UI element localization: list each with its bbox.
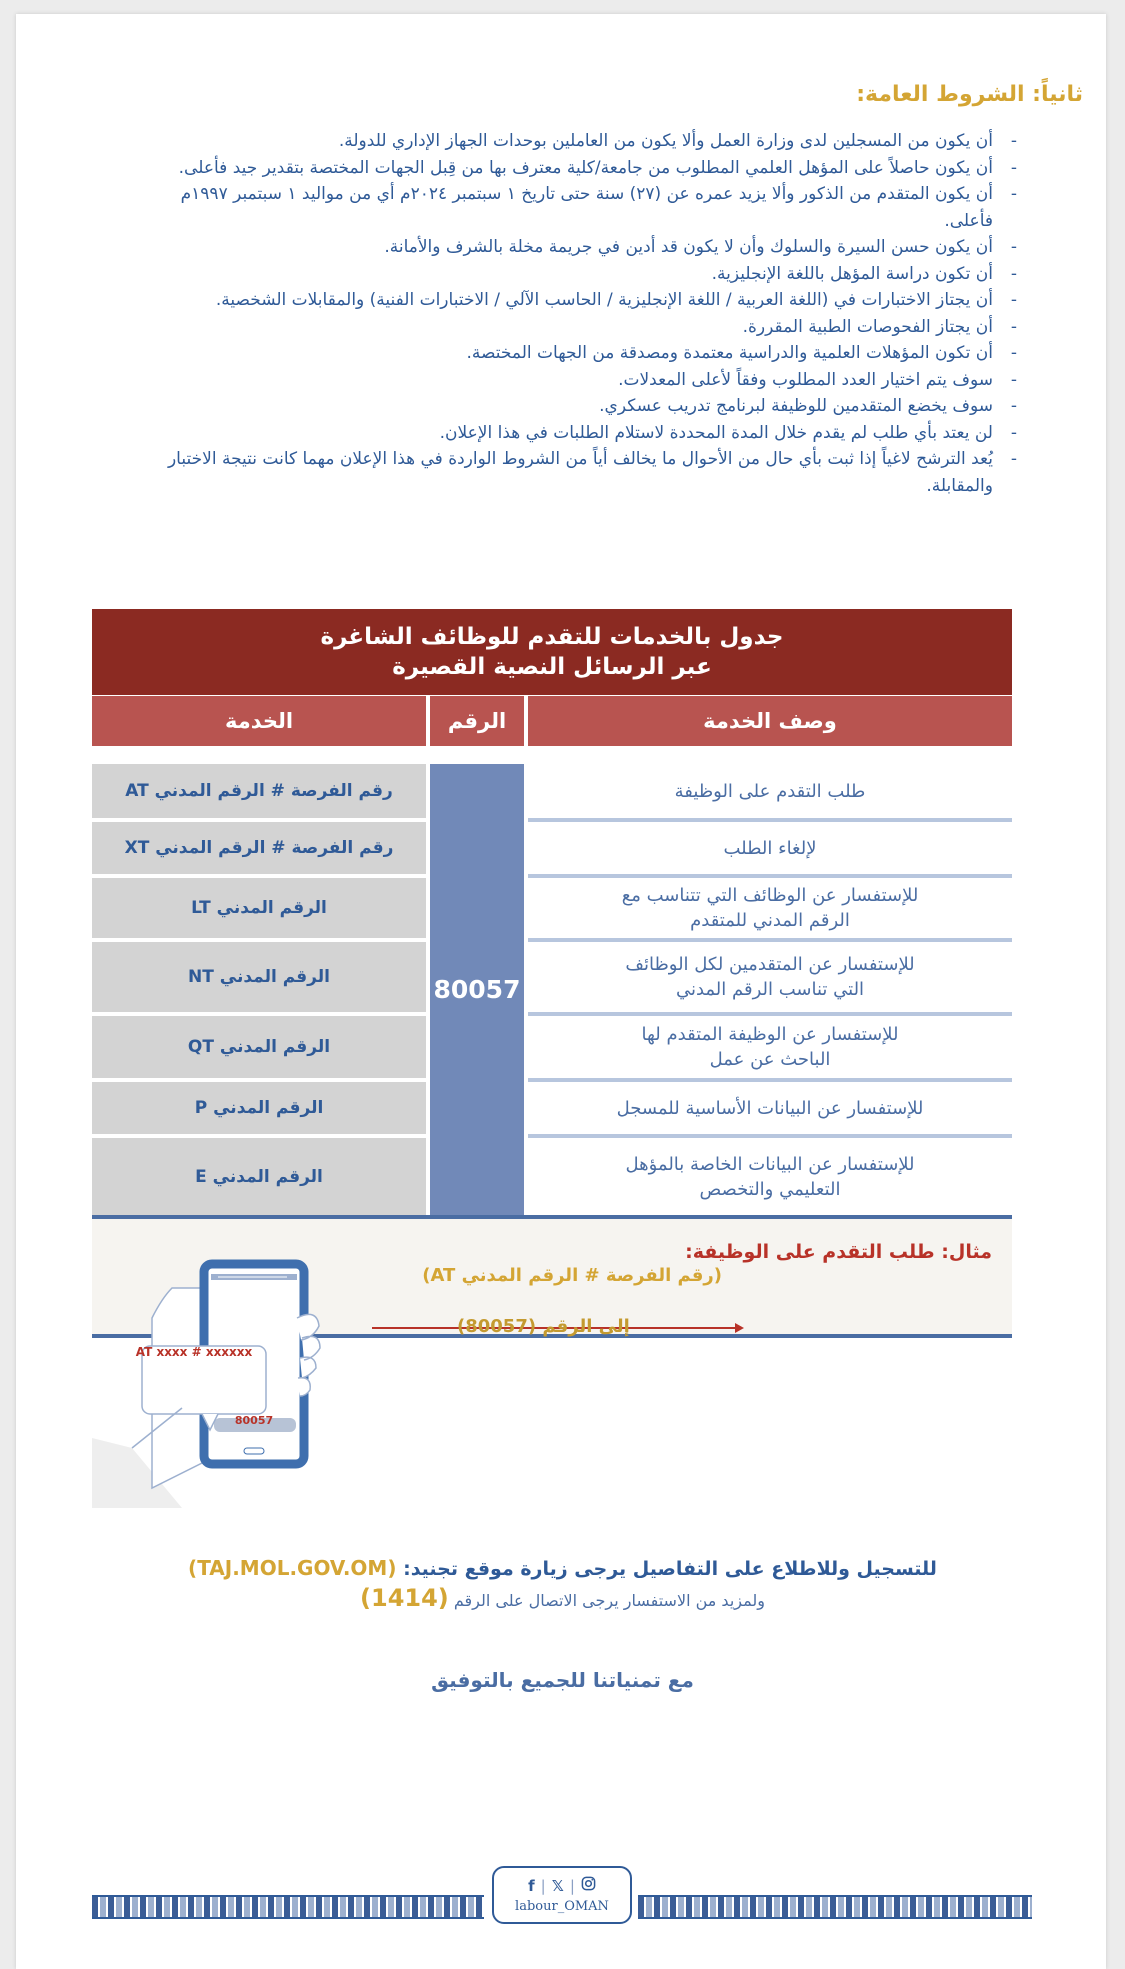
footer-ornament-right — [638, 1895, 1032, 1919]
general-conditions-list — [157, 128, 1017, 499]
service-description-cell: للإستفسار عن البيانات الأساسية للمسجل — [528, 1082, 1012, 1138]
service-description-cell: للإستفسار عن المتقدمين لكل الوظائف التي تناسب الرقم المدني — [528, 942, 1012, 1016]
inquiry-phone[interactable]: (1414) — [360, 1584, 449, 1612]
condition-item: - أن تكون المؤهلات العلمية والدراسية معتمدة ومصدقة من الجهات المختصة. — [157, 340, 1017, 367]
general-conditions-title: ثانياً: الشروط العامة: — [856, 82, 1083, 107]
instagram-icon[interactable] — [581, 1876, 596, 1895]
registration-text: للتسجيل وللاطلاع على التفاصيل يرجى زيارة موقع تجنيد: — [403, 1558, 937, 1580]
condition-item: - لن يعتد بأي طلب لم يقدم خلال المدة المحددة لاستلام الطلبات في هذا الإعلان. — [157, 420, 1017, 447]
example-destination: إلى الرقم (80057) — [457, 1316, 630, 1337]
condition-item: - أن تكون دراسة المؤهل باللغة الإنجليزية. — [157, 261, 1017, 288]
footer-ornament-left — [92, 1895, 484, 1919]
sms-table-title-line2: عبر الرسائل النصية القصيرة — [392, 654, 712, 680]
service-description-cell: للإستفسار عن البيانات الخاصة بالمؤهل التعليمي والتخصص — [625, 1153, 915, 1200]
phone-illustration — [92, 1258, 342, 1508]
service-description-cell: طلب التقدم على الوظيفة — [528, 764, 1012, 822]
condition-item: - سوف يخضع المتقدمين للوظيفة لبرنامج تدريب عسكري. — [157, 393, 1017, 420]
service-code-cell: رقم الفرصة # الرقم المدني XT — [92, 822, 426, 874]
inquiry-text: ولمزيد من الاستفسار يرجى الاتصال على الرقم — [453, 1591, 765, 1610]
service-code-cell: الرقم المدني LT — [92, 878, 426, 938]
header-service: الخدمة — [92, 696, 426, 746]
social-badge: f | 𝕏 | labour_OMAN — [492, 1866, 632, 1924]
condition-item: - أن يكون حسن السيرة والسلوك وأن لا يكون قد أدين في جريمة مخلة بالشرف والأمانة. — [157, 234, 1017, 261]
service-code-cell: رقم الفرصة # الرقم المدني AT — [92, 764, 426, 818]
sms-table-title — [92, 609, 1012, 695]
service-code-cell: الرقم المدني E — [92, 1138, 426, 1215]
service-description-cell: للإستفسار عن الوظيفة المتقدم لها الباحث عن عمل — [528, 1016, 1012, 1082]
closing-wishes: مع تمنياتنا للجميع بالتوفيق — [431, 1668, 694, 1692]
condition-item: - أن يجتاز الفحوصات الطبية المقررة. — [157, 314, 1017, 341]
condition-item: - أن يكون المتقدم من الذكور وألا يزيد عمره عن (٢٧) سنة حتى تاريخ ١ سبتمبر ٢٠٢٤م أي من مواليد ١ سبتمبر ١٩٩٧م فأعلى. — [157, 181, 1017, 234]
registration-note — [0, 1556, 1125, 1580]
header-number: الرقم — [430, 696, 524, 746]
website-link[interactable]: (TAJ.MOL.GOV.OM) — [188, 1556, 397, 1580]
example-format: (رقم الفرصة # الرقم المدني AT) — [422, 1265, 722, 1286]
service-code-cell: الرقم المدني QT — [92, 1016, 426, 1078]
condition-item: - أن يجتاز الاختبارات في (اللغة العربية / اللغة الإنجليزية / الحاسب الآلي / الاختبارات الفنية) والمقابلات الشخصية. — [157, 287, 1017, 314]
inquiry-note — [0, 1584, 1125, 1612]
service-code-cell: الرقم المدني P — [92, 1082, 426, 1134]
facebook-icon[interactable]: f — [528, 1876, 535, 1895]
header-description: وصف الخدمة — [528, 696, 1012, 746]
example-title: مثال: طلب التقدم على الوظيفة: — [685, 1241, 992, 1263]
social-handle[interactable]: labour_OMAN — [515, 1899, 609, 1914]
x-icon[interactable]: 𝕏 — [551, 1876, 564, 1895]
condition-item: - أن يكون من المسجلين لدى وزارة العمل وألا يكون من العاملين بوحدات الجهاز الإداري للدولة. — [157, 128, 1017, 155]
phone-screen-number: 80057 — [234, 1414, 274, 1427]
service-description-cell: لإلغاء الطلب — [528, 822, 1012, 878]
service-description-cell: للإستفسار عن الوظائف التي تتناسب مع الرقم المدني للمتقدم — [528, 878, 1012, 942]
sms-number-cell: 80057 — [430, 764, 524, 1215]
sms-table-title-line1: جدول بالخدمات للتقدم للوظائف الشاغرة — [320, 624, 784, 650]
condition-item: - يُعد الترشح لاغياً إذا ثبت بأي حال من الأحوال ما يخالف أياً من الشروط الواردة في هذا الإعلان مهما كانت نتيجة الاختبار والمقابلة. — [157, 446, 1017, 499]
service-code-cell: الرقم المدني NT — [92, 942, 426, 1012]
condition-item: - أن يكون حاصلاً على المؤهل العلمي المطلوب من جامعة/كلية معترف بها من قِبل الجهات المختصة بتقدير جيد فأعلى. — [157, 155, 1017, 182]
sms-bubble-text: AT xxxx # xxxxxx — [135, 1345, 253, 1359]
condition-item: - سوف يتم اختيار العدد المطلوب وفقاً لأعلى المعدلات. — [157, 367, 1017, 394]
